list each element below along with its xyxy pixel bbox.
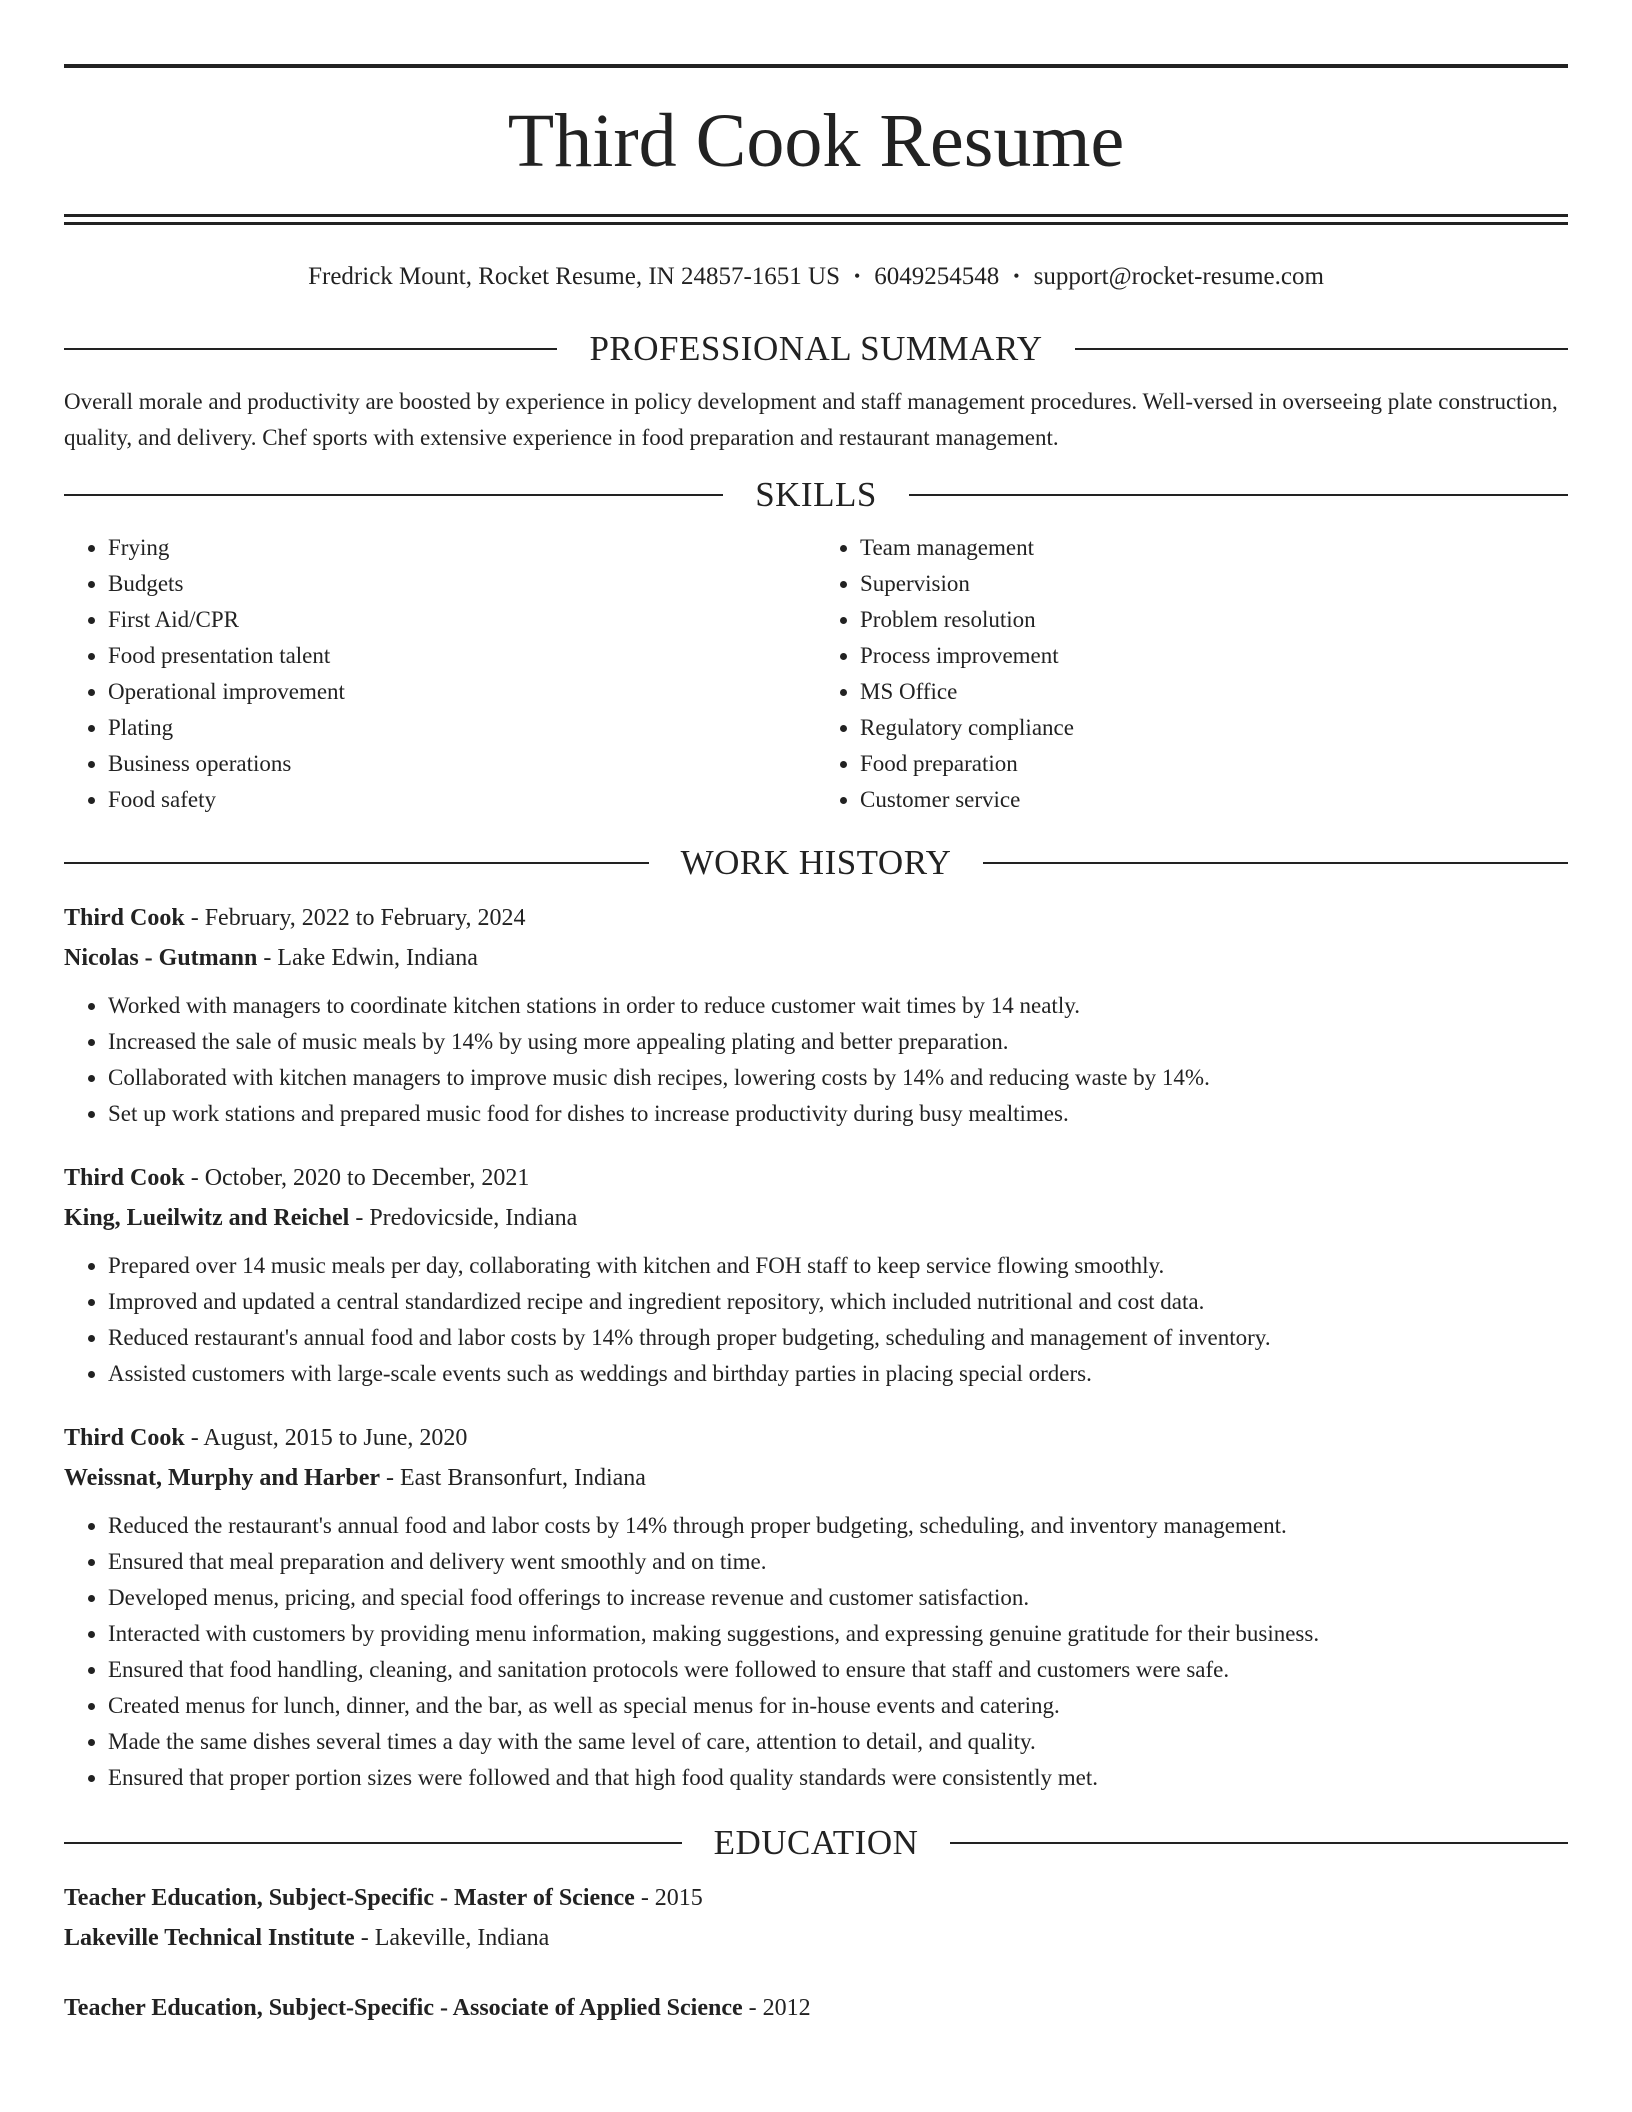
summary-text: Overall morale and productivity are boosted by experience in policy development and staff management procedures. Well-versed in overseeing plate construction, quality, and delivery. Chef sports with extensive experience in food preparation and restaurant management. xyxy=(64,389,1558,450)
skill-item: • Food safety xyxy=(108,782,816,818)
skill-item: • Budgets xyxy=(108,566,816,602)
contact-phone[interactable]: 6049254548 xyxy=(874,263,1000,290)
section-header-summary xyxy=(64,328,1568,370)
job-bullet: • Collaborated with kitchen managers to improve music dish recipes, lowering costs by 14% and reducing waste by 14%. xyxy=(108,1060,1568,1096)
section-title-summary: PROFESSIONAL SUMMARY xyxy=(589,329,1043,368)
skill-item: • First Aid/CPR xyxy=(108,602,816,638)
section-title-skills: SKILLS xyxy=(755,475,877,514)
skill-item: • Food presentation talent xyxy=(108,638,816,674)
job-bullet: • Improved and updated a central standardized recipe and ingredient repository, which included nutritional and cost data. xyxy=(108,1284,1568,1320)
education-location: - Lakeville, Indiana xyxy=(354,1925,550,1951)
section-rule xyxy=(1075,348,1568,350)
job-dates: - October, 2020 to December, 2021 xyxy=(184,1165,530,1191)
education-degree: Teacher Education, Subject-Specific - Associate of Applied Science xyxy=(64,1995,743,2021)
skill-item: • Food preparation xyxy=(860,746,1568,782)
skill-item: • Supervision xyxy=(860,566,1568,602)
job-bullet: • Prepared over 14 music meals per day, collaborating with kitchen and FOH staff to keep service flowing smoothly. xyxy=(108,1248,1568,1284)
section-rule xyxy=(950,1842,1568,1844)
skill-item: • Regulatory compliance xyxy=(860,710,1568,746)
education-entry xyxy=(64,1988,1568,2028)
resume-title: Third Cook Resume xyxy=(507,99,1125,183)
section-title-education: EDUCATION xyxy=(713,1823,919,1862)
job-title: Third Cook xyxy=(64,905,185,931)
education-degree-line xyxy=(64,1988,1568,2028)
job-bullets xyxy=(64,988,1568,1132)
job-bullet: • Increased the sale of music meals by 14% by using more appealing plating and better preparation. xyxy=(108,1024,1568,1060)
section-title-work: WORK HISTORY xyxy=(680,843,952,882)
skill-item: • Plating xyxy=(108,710,816,746)
resume-page xyxy=(64,64,1568,2058)
job-dates: - August, 2015 to June, 2020 xyxy=(184,1425,468,1451)
job-bullet: • Ensured that meal preparation and delivery went smoothly and on time. xyxy=(108,1544,1568,1580)
education-year: - 2015 xyxy=(634,1885,703,1911)
job-title: Third Cook xyxy=(64,1165,185,1191)
job-bullet: • Reduced the restaurant's annual food and labor costs by 14% through proper budgeting, scheduling, and inventory management. xyxy=(108,1508,1568,1544)
job-dates: - February, 2022 to February, 2024 xyxy=(184,905,526,931)
top-rule xyxy=(64,64,1568,68)
section-rule xyxy=(64,862,649,864)
title-double-rule xyxy=(64,214,1568,225)
job-company-line xyxy=(64,1458,1568,1498)
section-rule xyxy=(909,494,1568,496)
section-rule xyxy=(64,1842,682,1844)
job-title: Third Cook xyxy=(64,1425,185,1451)
contact-line xyxy=(64,261,1568,292)
job-bullet: • Ensured that proper portion sizes were followed and that high food quality standards were consistently met. xyxy=(108,1760,1568,1796)
skills-list-right xyxy=(816,530,1568,818)
job-bullet: • Interacted with customers by providing menu information, making suggestions, and expressing genuine gratitude for their business. xyxy=(108,1616,1568,1652)
job-bullet: • Reduced restaurant's annual food and labor costs by 14% through proper budgeting, scheduling and management of inventory. xyxy=(108,1320,1568,1356)
contact-address: Fredrick Mount, Rocket Resume, IN 24857-1651 US xyxy=(308,263,840,290)
job-company: King, Lueilwitz and Reichel xyxy=(64,1205,350,1231)
skills-columns xyxy=(64,530,1568,818)
job-entry xyxy=(64,898,1568,1132)
education-degree-line xyxy=(64,1878,1568,1918)
job-entry xyxy=(64,1418,1568,1796)
job-entry xyxy=(64,1158,1568,1392)
section-header-education xyxy=(64,1822,1568,1864)
job-bullet: • Assisted customers with large-scale events such as weddings and birthday parties in placing special orders. xyxy=(108,1356,1568,1392)
section-rule xyxy=(983,862,1568,864)
skill-item: • Problem resolution xyxy=(860,602,1568,638)
contact-separator: • xyxy=(1013,266,1020,286)
section-header-work xyxy=(64,842,1568,884)
job-company-line xyxy=(64,938,1568,978)
job-location: - Predovicside, Indiana xyxy=(349,1205,578,1231)
education-year: - 2012 xyxy=(742,1995,811,2021)
job-bullets xyxy=(64,1508,1568,1796)
skill-item: • Operational improvement xyxy=(108,674,816,710)
education-entry xyxy=(64,1878,1568,1958)
section-header-skills xyxy=(64,474,1568,516)
skill-item: • Customer service xyxy=(860,782,1568,818)
job-title-line xyxy=(64,1418,1568,1458)
job-title-line xyxy=(64,898,1568,938)
job-bullet: • Set up work stations and prepared music food for dishes to increase productivity during busy mealtimes. xyxy=(108,1096,1568,1132)
skills-list-left xyxy=(64,530,816,818)
job-company-line xyxy=(64,1198,1568,1238)
job-bullet: • Worked with managers to coordinate kitchen stations in order to reduce customer wait times by 14 neatly. xyxy=(108,988,1568,1024)
education-school-line xyxy=(64,1918,1568,1958)
section-rule xyxy=(64,348,557,350)
education-degree: Teacher Education, Subject-Specific - Master of Science xyxy=(64,1885,635,1911)
contact-email[interactable]: support@rocket-resume.com xyxy=(1033,263,1324,290)
contact-separator: • xyxy=(853,266,861,286)
skill-item: • Frying xyxy=(108,530,816,566)
job-company: Weissnat, Murphy and Harber xyxy=(64,1465,381,1491)
education-school: Lakeville Technical Institute xyxy=(64,1925,355,1951)
skill-item: • Process improvement xyxy=(860,638,1568,674)
job-bullet: • Created menus for lunch, dinner, and the bar, as well as special menus for in-house events and catering. xyxy=(108,1688,1568,1724)
skill-item: • MS Office xyxy=(860,674,1568,710)
job-company: Nicolas - Gutmann xyxy=(64,945,258,971)
skill-item: • Business operations xyxy=(108,746,816,782)
job-location: - Lake Edwin, Indiana xyxy=(257,945,478,971)
skill-item: • Team management xyxy=(860,530,1568,566)
job-title-line xyxy=(64,1158,1568,1198)
section-rule xyxy=(64,494,723,496)
job-bullet: • Developed menus, pricing, and special food offerings to increase revenue and customer satisfaction. xyxy=(108,1580,1568,1616)
job-bullet: • Made the same dishes several times a day with the same level of care, attention to detail, and quality. xyxy=(108,1724,1568,1760)
job-bullet: • Ensured that food handling, cleaning, and sanitation protocols were followed to ensure that staff and customers were safe. xyxy=(108,1652,1568,1688)
job-bullets xyxy=(64,1248,1568,1392)
job-location: - East Bransonfurt, Indiana xyxy=(380,1465,646,1491)
